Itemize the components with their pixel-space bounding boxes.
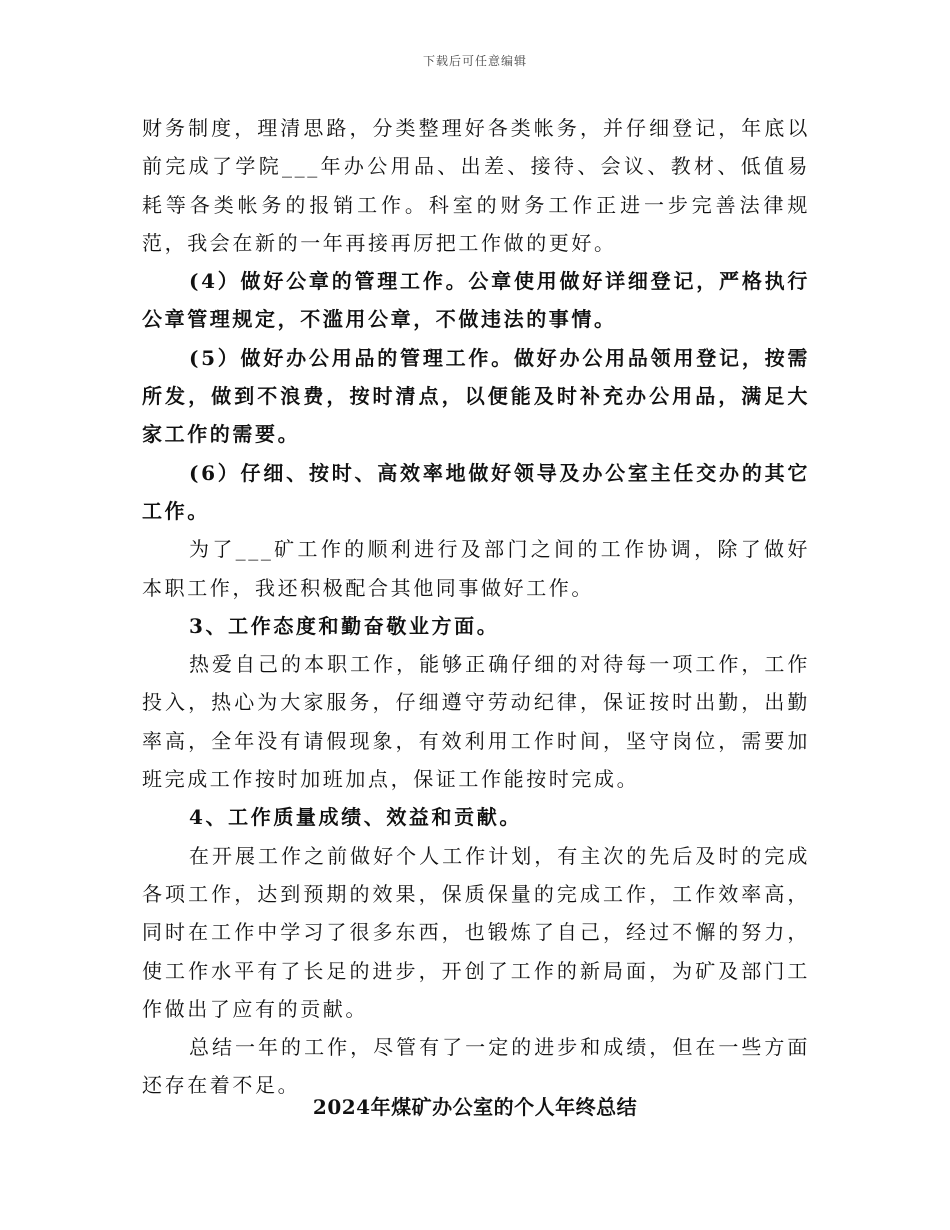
paragraph-quality: 在开展工作之前做好个人工作计划，有主次的先后及时的完成各项工作，达到预期的效果，保质保量的完成工作，工作效率高，同时在工作中学习了很多东西，也锻炼了自己，经过不懈的努力，使工作水平有了长足的进步，开创了工作的新局面，为矿及部门工作做出了应有的贡献。	[142, 843, 810, 1021]
paragraph-item-6-other: (6）仔细、按时、高效率地做好领导及办公室主任交办的其它工作。	[142, 460, 810, 523]
paragraph-attitude: 热爱自己的本职工作，能够正确仔细的对待每一项工作，工作投入，热心为大家服务，仔细遵守劳动纪律，保证按时出勤，出勤率高，全年没有请假现象，有效利用工作时间，坚守岗位，需要加班完成工作按时加班加点，保证工作能按时完成。	[142, 652, 810, 792]
paragraph-item-4-seal: (4）做好公章的管理工作。公章使用做好详细登记，严格执行公章管理规定，不滥用公章，不做违法的事情。	[142, 269, 810, 332]
document-body	[142, 109, 810, 1105]
paragraph-finance-continued: 财务制度，理清思路，分类整理好各类帐务，并仔细登记，年底以前完成了学院___年办公用品、出差、接待、会议、教材、低值易耗等各类帐务的报销工作。科室的财务工作正进一步完善法律规范，我会在新的一年再接再厉把工作做的更好。	[142, 116, 810, 255]
paragraph-coordination: 为了___矿工作的顺利进行及部门之间的工作协调，除了做好本职工作，我还积极配合其他同事做好工作。	[142, 537, 810, 600]
document-title: 2024年煤矿办公室的个人年终总结	[312, 1095, 638, 1119]
paragraph-item-5-supplies: (5）做好办公用品的管理工作。做好办公用品领用登记，按需所发，做到不浪费，按时清点，以便能及时补充办公用品，满足大家工作的需要。	[142, 345, 810, 447]
section-heading-attitude: 3、工作态度和勤奋敬业方面。	[189, 613, 500, 638]
section-heading-quality: 4、工作质量成绩、效益和贡献。	[189, 805, 522, 830]
paragraph-summary: 总结一年的工作，尽管有了一定的进步和成绩，但在一些方面还存在着不足。	[142, 1035, 810, 1098]
page-header: 下载后可任意编辑	[422, 54, 527, 68]
